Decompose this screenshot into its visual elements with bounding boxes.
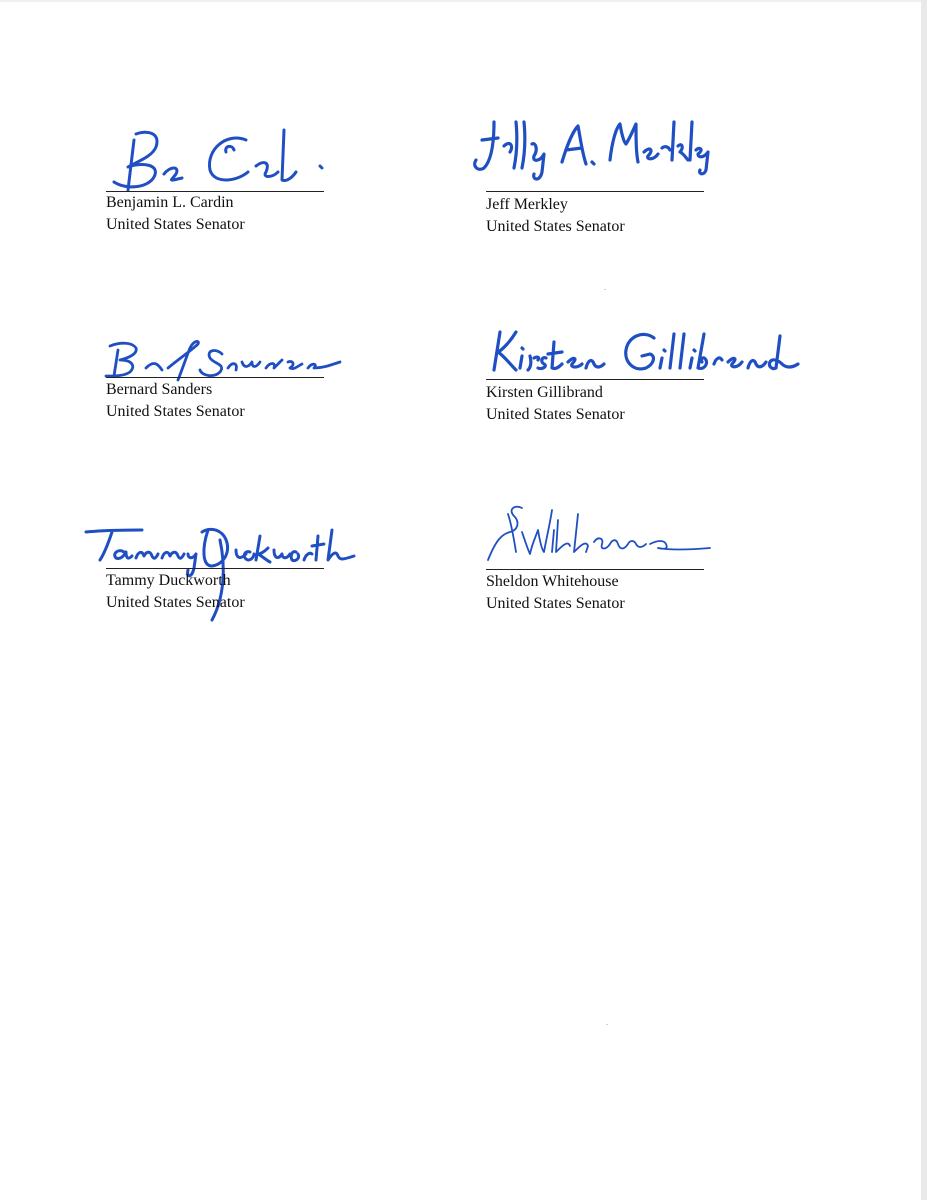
page-edge [921,0,927,1200]
signature-line [486,569,704,570]
signature-block-sanders [106,310,326,420]
signatory-title: United States Senator [106,216,245,233]
signatory-name: Bernard Sanders [106,381,213,398]
signature-line [486,191,704,192]
page-edge-top [0,0,921,2]
signature-line [106,568,324,569]
signature-cardin [106,122,366,202]
signature-line [106,191,324,192]
signature-whitehouse [478,500,738,580]
signatory-name: Tammy Duckworth [106,572,231,589]
signature-block-whitehouse [486,500,706,610]
scan-speck [604,289,606,290]
signature-line [106,377,324,378]
signature-block-duckworth [106,500,326,610]
signatory-title: United States Senator [106,594,245,611]
signature-block-cardin [106,122,326,232]
signatory-title: United States Senator [486,218,625,235]
signature-gillibrand [482,312,812,392]
signatory-name: Sheldon Whitehouse [486,573,619,590]
signature-block-gillibrand [486,312,706,422]
signatory-title: United States Senator [486,406,625,423]
signature-merkley [458,112,718,192]
scan-speck [606,1024,608,1025]
signature-line [486,379,704,380]
signature-block-merkley [486,124,706,234]
signatory-title: United States Senator [106,403,245,420]
signature-sanders [102,310,362,390]
signatory-name: Jeff Merkley [486,196,568,213]
signatory-title: United States Senator [486,595,625,612]
signatory-name: Kirsten Gillibrand [486,384,603,401]
signatory-name: Benjamin L. Cardin [106,194,234,211]
